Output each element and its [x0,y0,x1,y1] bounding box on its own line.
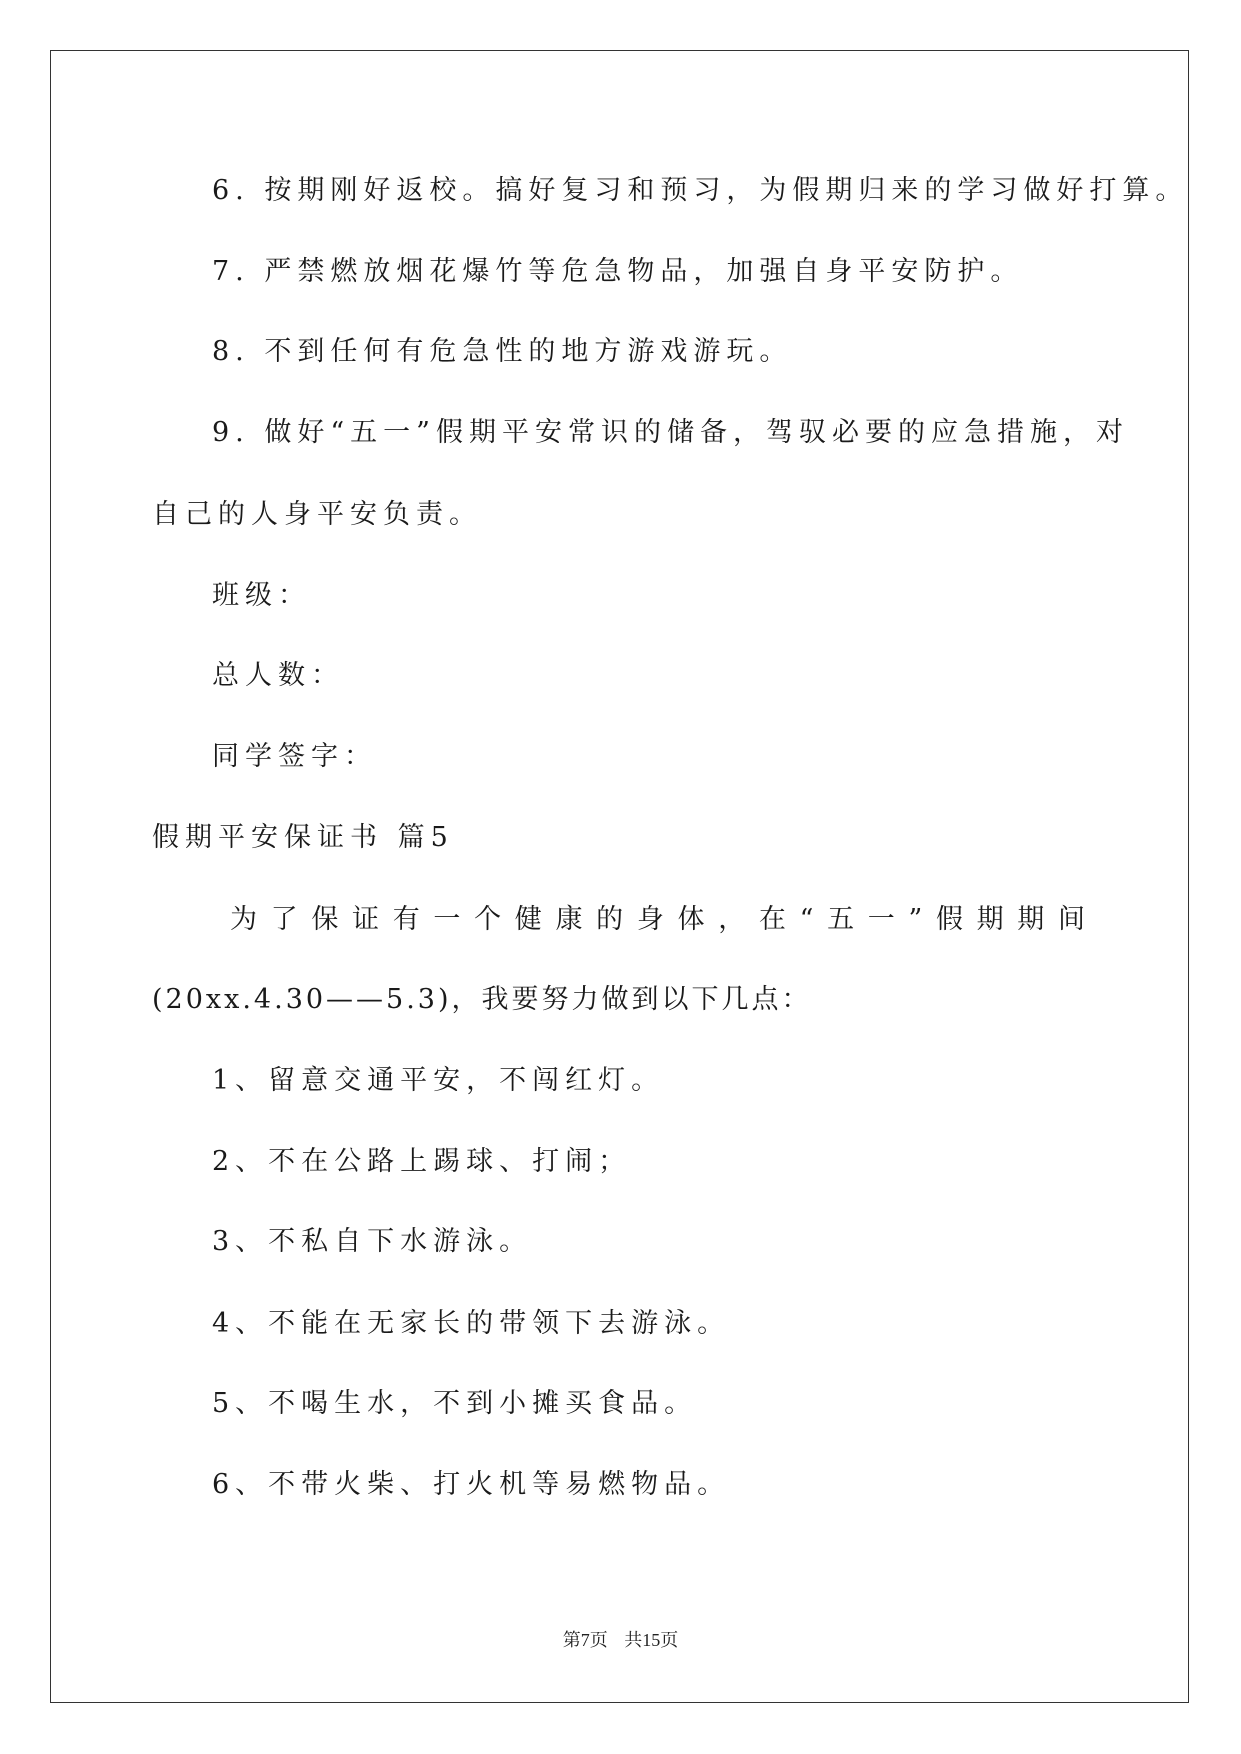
intro-line-2: (20xx.4.30——5.3)，我要努力做到以下几点： [152,984,812,1015]
item-8: 8. 不到任何有危急性的地方游戏游玩。 [212,336,793,367]
section-title: 假期平安保证书 篇5 [152,822,454,853]
total-count-field-label: 总人数： [212,660,344,691]
class-field-label: 班级： [212,580,311,611]
item-9-continuation: 自己的人身平安负责。 [152,499,482,530]
item-7: 7. 严禁燃放烟花爆竹等危急物品，加强自身平安防护。 [212,256,1024,287]
list-item-4: 4、不能在无家长的带领下去游泳。 [212,1308,731,1339]
list-item-2: 2、不在公路上踢球、打闹； [212,1146,632,1177]
page-footer [0,1628,1241,1652]
list-item-3: 3、不私自下水游泳。 [212,1226,533,1257]
item-6: 6. 按期刚好返校。搞好复习和预习，为假期归来的学习做好打算。 [212,175,1189,206]
intro-line-1: 为了保证有一个健康的身体，在“五一”假期期间 [230,904,1085,935]
page-total: 共15页 [624,1630,679,1650]
list-item-5: 5、不喝生水，不到小摊买食品。 [212,1388,698,1419]
page-current: 第7页 [562,1630,608,1650]
item-9: 9. 做好“五一”假期平安常识的储备，驾驭必要的应急措施，对 [212,417,1129,448]
signature-field-label: 同学签字： [212,741,377,772]
list-item-6: 6、不带火柴、打火机等易燃物品。 [212,1469,731,1500]
page-border [50,50,1189,1703]
list-item-1: 1、留意交通平安，不闯红灯。 [212,1065,665,1096]
